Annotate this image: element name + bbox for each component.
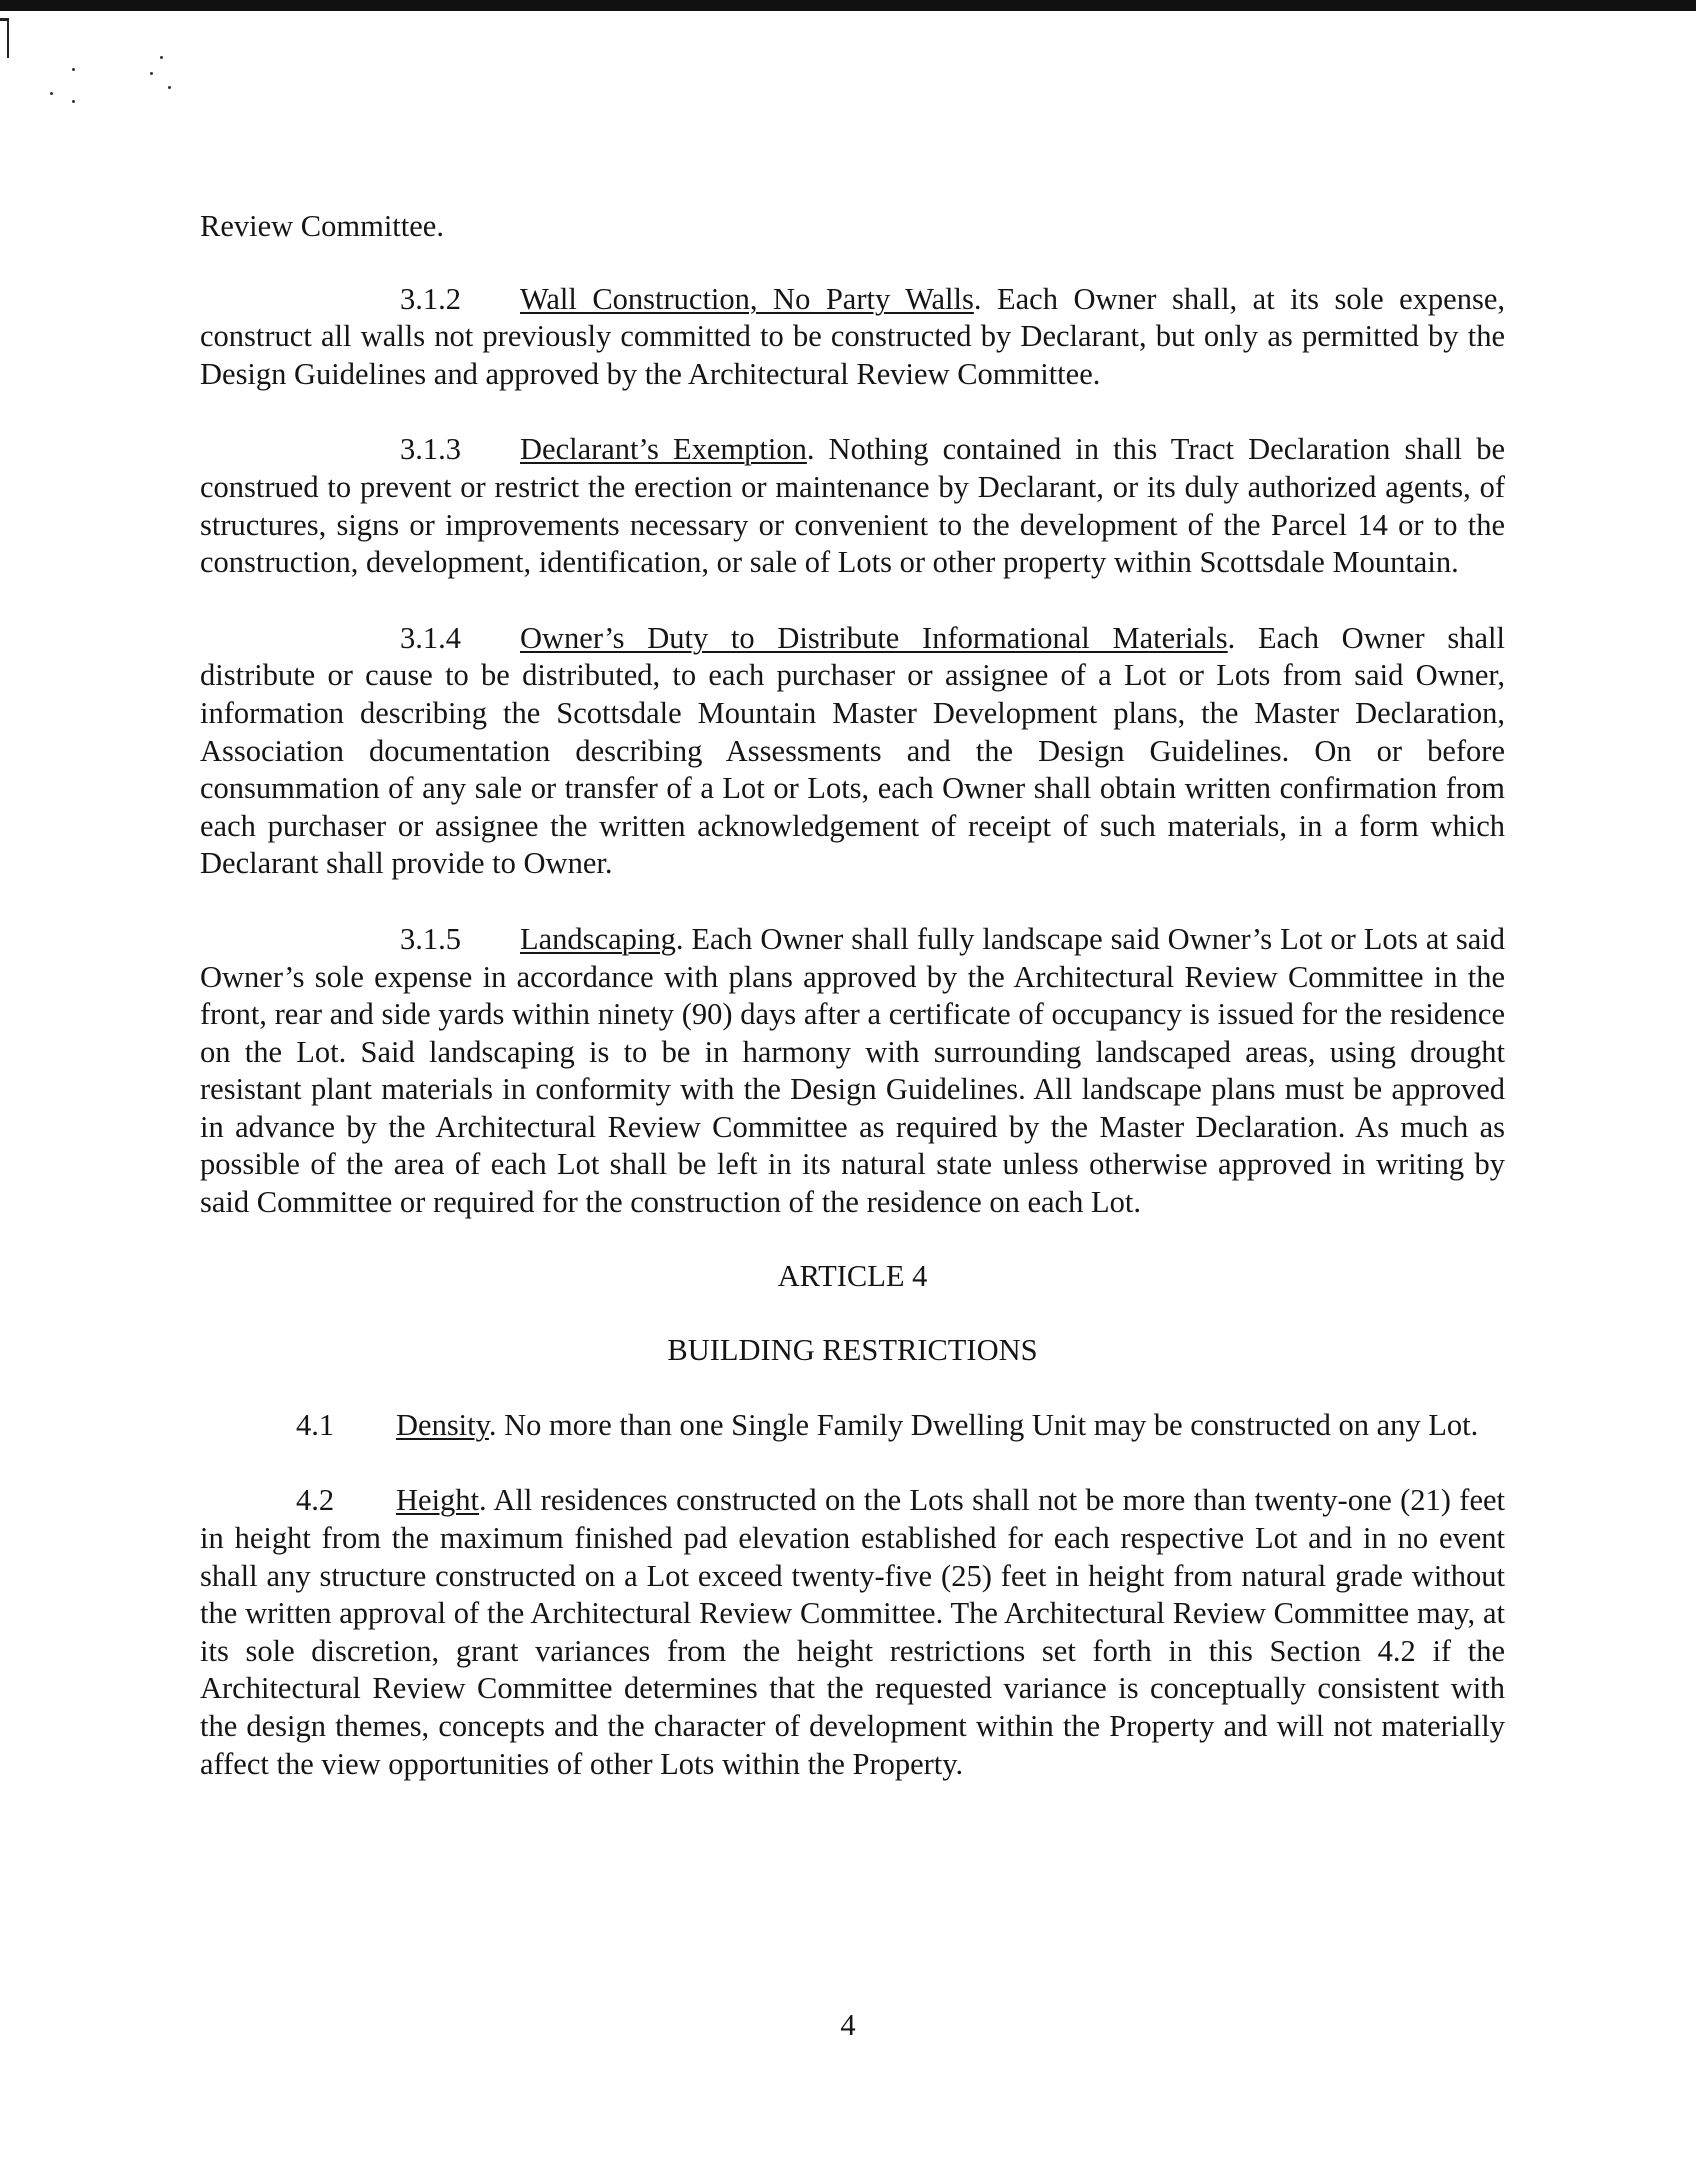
section-text: . Each Owner shall fully landscape said Owner’s Lot or Lots at said Owner’s sole expense in accordance with plans approved by the Architectural Review Committee in the front, rear and side yards within ninety (90) days after a certificate of occupancy is issued for the residence on the Lot. Said landscaping is to be in harmony with surrounding landscaped areas, using drought resistant plant materials in conformity with the Design Guidelines. All landscape plans must be approved in advance by the Architectural Review Committee as required by the Master Declaration. As much as possible of the area of each Lot shall be left in its natural state unless otherwise approved in writing by said Committee or required for the construction of the residence on each Lot.: [200, 921, 1505, 1220]
section-title: Height: [396, 1483, 480, 1518]
section-4-2: [200, 1482, 1505, 1783]
section-number: 4.1: [296, 1407, 335, 1442]
carryover-text: Review Committee.: [200, 209, 444, 243]
section-3-1-3: [200, 431, 1505, 581]
scan-speck: [150, 72, 153, 75]
section-number: 3.1.4: [400, 620, 461, 655]
section-number: 3.1.3: [400, 432, 461, 467]
section-text: . Each Owner shall distribute or cause to be distributed, to each purchaser or assignee of a Lot or Lots from said Owner, information describing the Scottsdale Mountain Master Development plans, the Master Declaration, Association documentation describing Assessments and the Design Guidelines. On or before consummation of any sale or transfer of a Lot or Lots, each Owner shall obtain written confirmation from each purchaser or assignee the written acknowledgement of receipt of such materials, in a form which Declarant shall provide to Owner.: [200, 620, 1505, 881]
scan-speck: [72, 100, 75, 103]
section-number: 3.1.5: [400, 921, 461, 956]
section-text: . No more than one Single Family Dwelling Unit may be constructed on any Lot.: [488, 1407, 1479, 1442]
scan-top-edge: [0, 0, 1696, 11]
scan-speck: [72, 68, 75, 71]
section-4-1: [200, 1407, 1505, 1445]
section-text: . All residences constructed on the Lots shall not be more than twenty-one (21) feet in height from the maximum finished pad elevation established for each respective Lot and in no event shall any structure constructed on a Lot exceed twenty-five (25) feet in height from natural grade without the written approval of the Architectural Review Committee. The Architectural Review Committee may, at its sole discretion, grant variances from the height restrictions set forth in this Section 4.2 if the Architectural Review Committee determines that the requested variance is conceptually consistent with the design themes, concepts and the character of development within the Property and will not materially affect the view opportunities of other Lots within the Property.: [200, 1483, 1505, 1781]
section-number: 3.1.2: [400, 281, 461, 316]
section-title: Declarant’s Exemption: [520, 432, 807, 467]
scan-speck: [160, 56, 163, 59]
section-3-1-5: [200, 921, 1505, 1222]
section-number: 4.2: [296, 1483, 335, 1518]
article-title: BUILDING RESTRICTIONS: [667, 1333, 1038, 1368]
section-title: Wall Construction, No Party Walls: [520, 281, 974, 316]
section-text: . Nothing contained in this Tract Declaration shall be construed to prevent or restrict the erection or maintenance by Declarant, or its duly authorized agents, of structures, signs or improvements necessary or convenient to the development of the Parcel 14 or to the construction, development, identification, or sale of Lots or other property within Scottsdale Mountain.: [200, 432, 1505, 580]
scan-left-mark: [0, 18, 9, 58]
section-title: Owner’s Duty to Distribute Informational Materials: [520, 620, 1228, 655]
section-text: . Each Owner shall, at its sole expense, construct all walls not previously committed to be constructed by Declarant, but only as permitted by the Design Guidelines and approved by the Architectural Review Committee.: [200, 281, 1506, 391]
section-title: Density: [396, 1407, 489, 1442]
article-label: ARTICLE 4: [777, 1258, 928, 1293]
scan-speck: [168, 86, 171, 89]
scan-speck: [50, 92, 53, 95]
section-3-1-4: [200, 620, 1505, 883]
document-body: [200, 208, 1505, 1783]
page-number: 4: [840, 2008, 856, 2042]
section-3-1-2: [200, 281, 1505, 394]
section-title: Landscaping: [520, 921, 676, 956]
